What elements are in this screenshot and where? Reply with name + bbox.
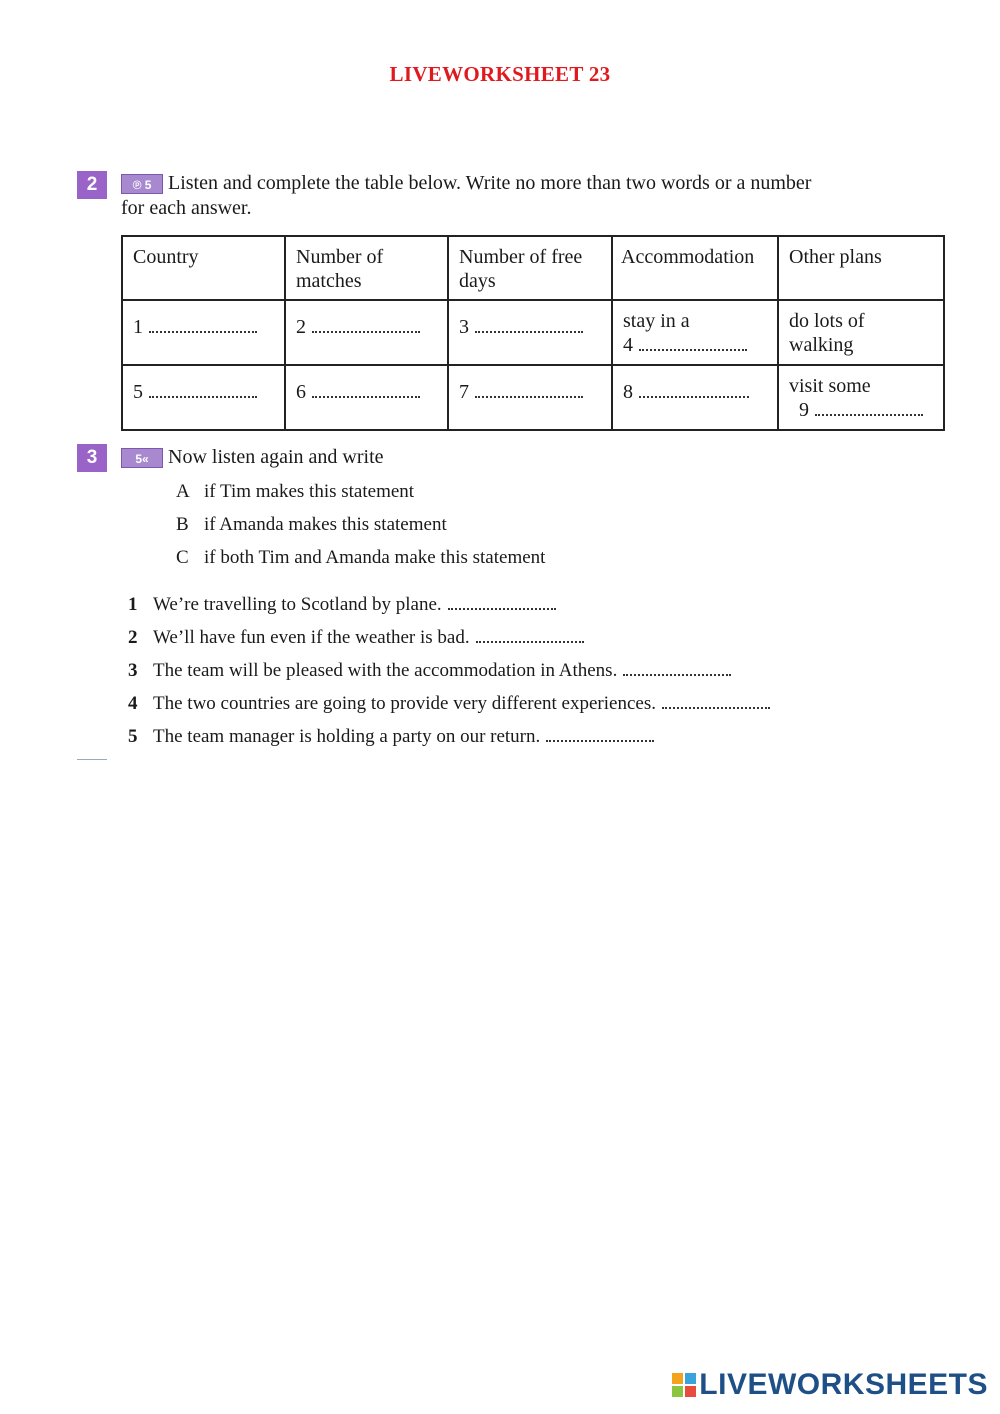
option-text: if Tim makes this statement: [204, 481, 415, 502]
answer-blank-6[interactable]: [312, 380, 420, 398]
option-item: [176, 546, 545, 579]
divider: [77, 759, 107, 760]
logo-square: [672, 1373, 683, 1384]
logo-square: [685, 1386, 696, 1397]
list-item: [128, 592, 770, 625]
table-header-row: [122, 236, 944, 300]
statement-text: We’re travelling to Scotland by plane.: [153, 594, 442, 615]
gap-number: 8: [623, 381, 633, 403]
liveworksheets-logo: [672, 1368, 988, 1402]
page-title: LIVEWORKSHEET 23: [389, 62, 611, 86]
exercise-3-instruction: Now listen again and write: [168, 446, 384, 468]
logo-square: [685, 1373, 696, 1384]
statement-number: 4: [128, 693, 138, 714]
exercise-2-instruction-line1: Listen and complete the table below. Write no more than two words or a number: [168, 172, 812, 194]
accommodation-text: stay in a: [623, 310, 690, 332]
header-free-days: Number of free days: [448, 236, 612, 300]
answer-blank-9[interactable]: [815, 398, 923, 416]
table-row: [122, 300, 944, 365]
option-letter: B: [176, 514, 189, 535]
statement-answer-blank-1[interactable]: [448, 592, 556, 610]
logo-text: LIVEWORKSHEETS: [699, 1368, 988, 1401]
statement-number: 1: [128, 594, 138, 615]
answer-blank-3[interactable]: [475, 315, 583, 333]
statement-number: 5: [128, 726, 138, 747]
gap-number: 9: [799, 399, 809, 421]
gap-number: 3: [459, 316, 469, 338]
option-text: if both Tim and Amanda make this statement: [204, 547, 546, 568]
statement-answer-blank-4[interactable]: [662, 691, 770, 709]
answer-table: [121, 235, 945, 431]
statement-number: 2: [128, 627, 138, 648]
statement-text: The team will be pleased with the accommodation in Athens.: [153, 660, 618, 681]
option-item: [176, 513, 545, 546]
audio-track-icon[interactable]: ℗ 5: [121, 174, 163, 194]
audio-replay-icon[interactable]: 5«: [121, 448, 163, 468]
exercise-2-instruction-line2: for each answer.: [121, 197, 252, 219]
statement-list: [128, 592, 770, 757]
gap-number: 1: [133, 316, 143, 338]
option-letter: A: [176, 481, 190, 502]
exercise-2-number: 2: [77, 171, 107, 199]
statement-text: We’ll have fun even if the weather is bad.: [153, 627, 470, 648]
statement-number: 3: [128, 660, 138, 681]
answer-blank-5[interactable]: [149, 380, 257, 398]
answer-blank-8[interactable]: [639, 380, 749, 398]
statement-answer-blank-3[interactable]: [623, 658, 731, 676]
statement-text: The team manager is holding a party on our return.: [153, 726, 541, 747]
logo-square: [672, 1386, 683, 1397]
gap-number: 6: [296, 381, 306, 403]
list-item: [128, 691, 770, 724]
table-row: [122, 365, 944, 430]
list-item: [128, 658, 770, 691]
gap-number: 2: [296, 316, 306, 338]
answer-blank-7[interactable]: [475, 380, 583, 398]
statement-text: The two countries are going to provide very different experiences.: [153, 693, 656, 714]
option-item: [176, 480, 545, 513]
answer-blank-4[interactable]: [639, 333, 747, 351]
option-letter: C: [176, 547, 189, 568]
statement-answer-blank-5[interactable]: [546, 724, 654, 742]
list-item: [128, 724, 770, 757]
gap-number: 5: [133, 381, 143, 403]
logo-grid-icon: [672, 1373, 696, 1397]
statement-answer-blank-2[interactable]: [476, 625, 584, 643]
answer-blank-2[interactable]: [312, 315, 420, 333]
gap-number: 4: [623, 334, 633, 356]
answer-options: [176, 480, 545, 579]
header-other-plans: Other plans: [778, 236, 944, 300]
gap-number: 7: [459, 381, 469, 403]
header-country: Country: [122, 236, 285, 300]
other-plans-text: visit some: [789, 375, 871, 397]
option-text: if Amanda makes this statement: [204, 514, 447, 535]
exercise-3-number: 3: [77, 444, 107, 472]
other-plans-text: do lots of walking: [789, 310, 865, 356]
answer-blank-1[interactable]: [149, 315, 257, 333]
header-accommodation: Accommodation: [612, 236, 778, 300]
list-item: [128, 625, 770, 658]
header-matches: Number of matches: [285, 236, 448, 300]
